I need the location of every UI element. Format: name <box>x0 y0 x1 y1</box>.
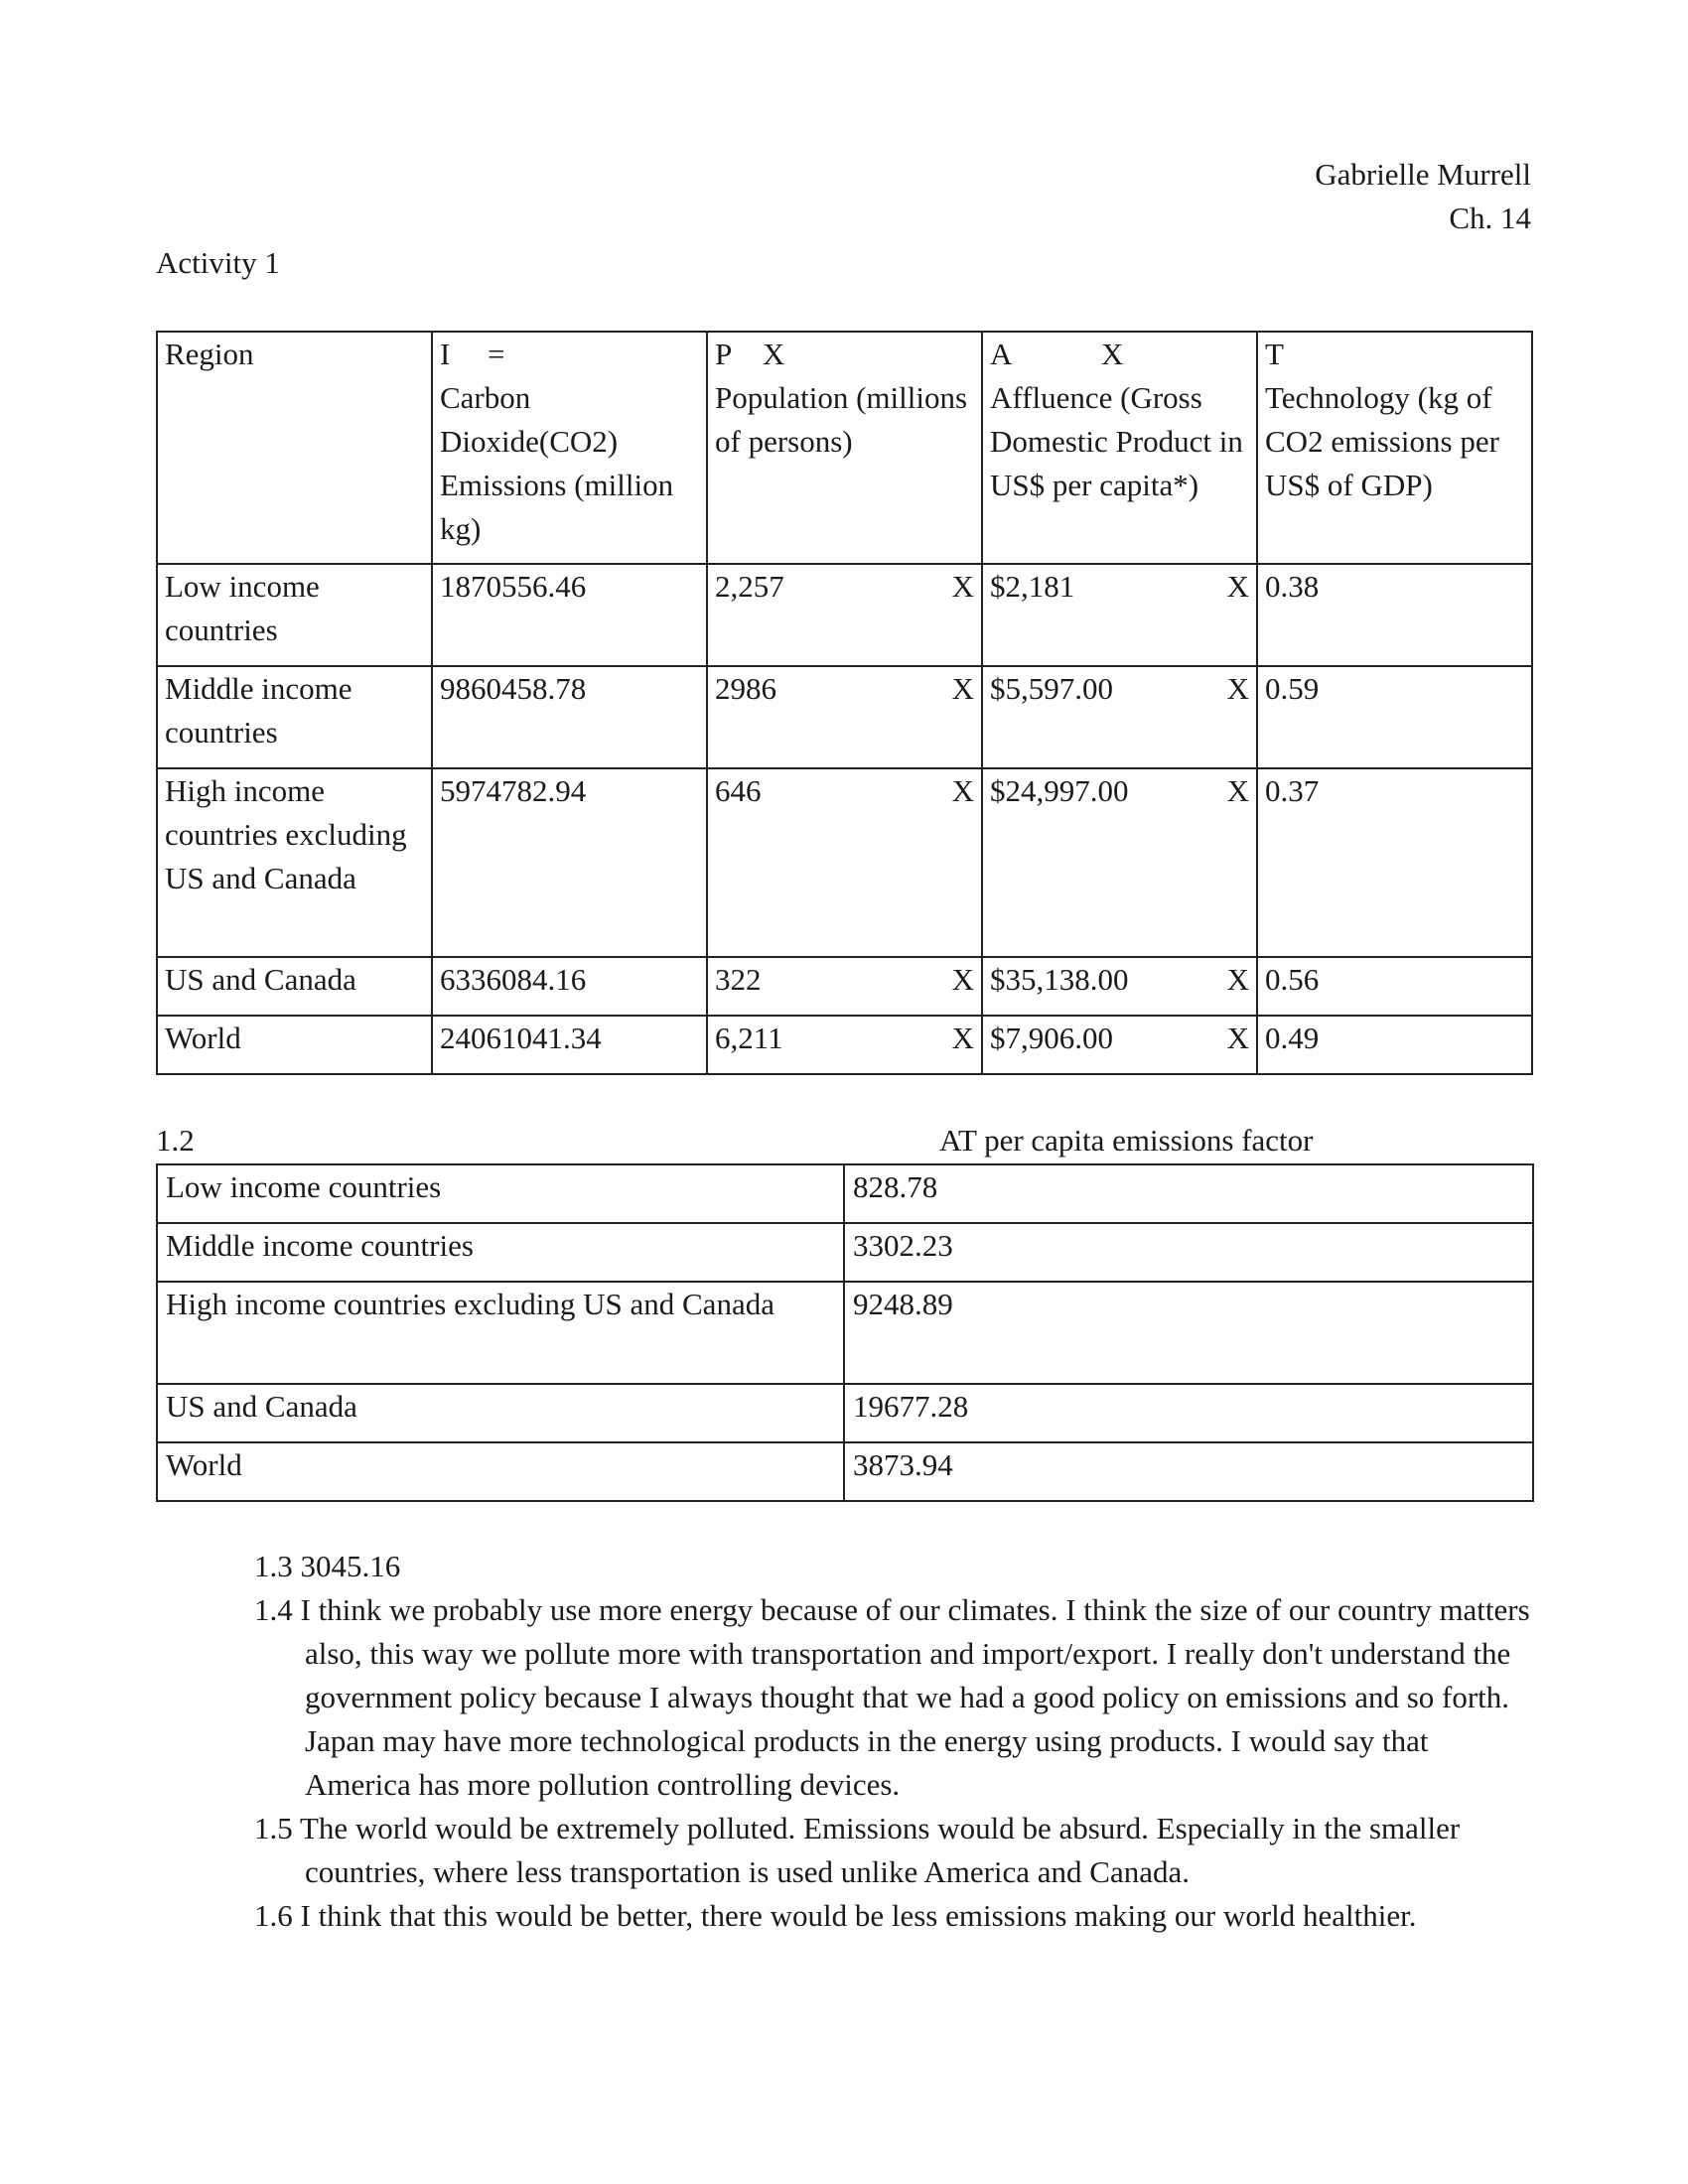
multiply-operator: X <box>951 962 974 997</box>
header-cell-population <box>707 332 982 564</box>
table-row <box>157 1016 1532 1074</box>
value-cell: 3873.94 <box>844 1442 1533 1501</box>
multiply-operator: X <box>951 773 974 808</box>
header-text: Population (millions of persons) <box>715 380 968 459</box>
table-row <box>157 1223 1533 1282</box>
table-row <box>157 1442 1533 1501</box>
region-cell: World <box>157 1016 432 1074</box>
answer-item: 1.4 I think we probably use more energy because of our climates. I think the size of our country matters also, this way we pollute more with transportation and import/export. I really don't understand the government policy because I always thought that we had a good policy on emissions and so forth. Japan may have more technological products in the energy using products. I would say that America has more pollution controlling devices. <box>254 1592 1530 1802</box>
table-row <box>157 666 1532 768</box>
region-cell: Middle income countries <box>157 1223 844 1282</box>
header-text: Carbon Dioxide(CO2) Emissions (million kg) <box>440 380 674 546</box>
answer-item: 1.6 I think that this would be better, there would be less emissions making our world healthier. <box>254 1898 1417 1933</box>
header-symbol: T <box>1265 337 1284 371</box>
value-cell: 9248.89 <box>844 1282 1533 1384</box>
section-label: 1.2 <box>156 1123 195 1158</box>
population-cell: 2,257 X <box>707 564 982 666</box>
multiply-operator: X <box>951 569 974 604</box>
header-operator: X <box>763 337 785 371</box>
answer-item: 1.5 The world would be extremely polluted. Emissions would be absurd. Especially in the smaller countries, where less transportation is used unlike America and Canada. <box>254 1811 1461 1889</box>
affluence-cell: $24,997.00 X <box>982 768 1257 957</box>
ipat-table <box>156 331 1533 1075</box>
multiply-operator: X <box>1226 773 1249 808</box>
region-cell: High income countries excluding US and Canada <box>157 1282 844 1384</box>
multiply-operator: X <box>1226 1021 1249 1055</box>
table-row <box>157 957 1532 1016</box>
table-header-row <box>157 332 1532 564</box>
affluence-cell: $7,906.00 X <box>982 1016 1257 1074</box>
population-cell: 2986 X <box>707 666 982 768</box>
answers-list <box>254 1545 1535 1938</box>
table-row <box>157 1282 1533 1384</box>
region-cell: World <box>157 1442 844 1501</box>
emissions-cell: 1870556.46 <box>432 564 707 666</box>
header-symbol: A <box>990 337 1013 371</box>
header-operator: = <box>488 337 505 371</box>
header-text: Affluence (Gross Domestic Product in US$ per capita*) <box>990 380 1243 502</box>
multiply-operator: X <box>1226 671 1249 706</box>
emissions-cell: 5974782.94 <box>432 768 707 957</box>
header-cell-emissions <box>432 332 707 564</box>
answer-item: 1.3 3045.16 <box>254 1549 401 1583</box>
emissions-cell: 9860458.78 <box>432 666 707 768</box>
table-row <box>157 768 1532 957</box>
table-row <box>157 564 1532 666</box>
value-cell: 3302.23 <box>844 1223 1533 1282</box>
header-cell-technology <box>1257 332 1532 564</box>
value-cell: 19677.28 <box>844 1384 1533 1442</box>
header-text: Technology (kg of CO2 emissions per US$ of GDP) <box>1265 380 1499 502</box>
table-row <box>157 1164 1533 1223</box>
multiply-operator: X <box>951 671 974 706</box>
region-cell: High income countries excluding US and Canada <box>157 768 432 957</box>
multiply-operator: X <box>1226 962 1249 997</box>
header-cell-region: Region <box>157 332 432 564</box>
population-cell: 6,211 X <box>707 1016 982 1074</box>
population-cell: 646 X <box>707 768 982 957</box>
header-symbol: P <box>715 337 733 371</box>
chapter-label: Ch. 14 <box>1449 201 1531 235</box>
technology-cell: 0.49 <box>1257 1016 1532 1074</box>
region-cell: US and Canada <box>157 1384 844 1442</box>
emissions-cell: 24061041.34 <box>432 1016 707 1074</box>
population-cell: 322 X <box>707 957 982 1016</box>
technology-cell: 0.37 <box>1257 768 1532 957</box>
affluence-cell: $2,181 X <box>982 564 1257 666</box>
activity-title: Activity 1 <box>156 245 280 280</box>
header-symbol: I <box>440 337 451 371</box>
emissions-cell: 6336084.16 <box>432 957 707 1016</box>
document-header <box>1315 153 1531 240</box>
affluence-cell: $5,597.00 X <box>982 666 1257 768</box>
region-cell: Low income countries <box>157 564 432 666</box>
table-caption: AT per capita emissions factor <box>939 1123 1314 1158</box>
table-row <box>157 1384 1533 1442</box>
multiply-operator: X <box>1226 569 1249 604</box>
technology-cell: 0.59 <box>1257 666 1532 768</box>
region-cell: Low income countries <box>157 1164 844 1223</box>
header-cell-affluence <box>982 332 1257 564</box>
region-cell: US and Canada <box>157 957 432 1016</box>
region-cell: Middle income countries <box>157 666 432 768</box>
at-factor-table <box>156 1163 1534 1502</box>
multiply-operator: X <box>951 1021 974 1055</box>
technology-cell: 0.38 <box>1257 564 1532 666</box>
affluence-cell: $35,138.00 X <box>982 957 1257 1016</box>
value-cell: 828.78 <box>844 1164 1533 1223</box>
author-name: Gabrielle Murrell <box>1315 157 1531 192</box>
header-operator: X <box>1101 337 1124 371</box>
technology-cell: 0.56 <box>1257 957 1532 1016</box>
